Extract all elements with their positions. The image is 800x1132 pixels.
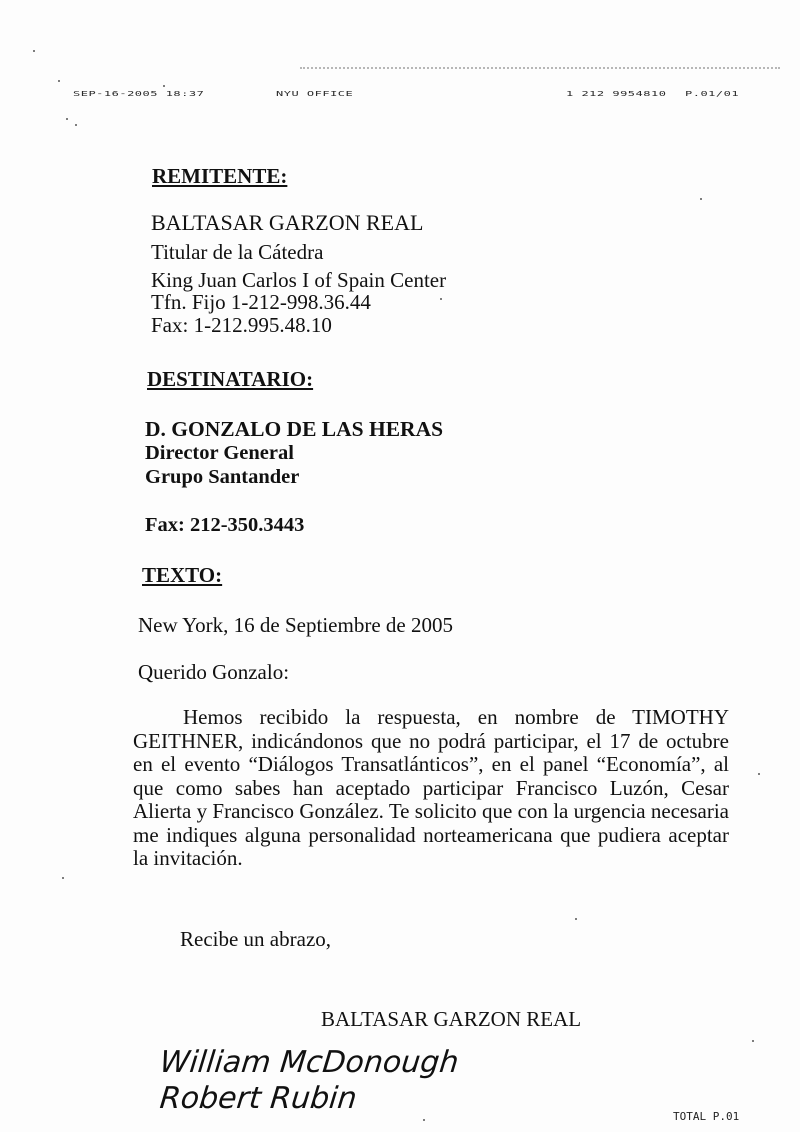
recipient-heading: DESTINATARIO: — [147, 367, 314, 391]
sender-organization: King Juan Carlos I of Spain Center — [151, 268, 447, 292]
signature-name: BALTASAR GARZON REAL — [321, 1007, 582, 1031]
scan-speck — [423, 1119, 425, 1121]
fax-header-rule — [300, 67, 780, 71]
sender-heading: REMITENTE: — [152, 164, 288, 188]
scan-speck — [62, 877, 64, 879]
sender-fax: Fax: 1-212.995.48.10 — [151, 313, 332, 337]
sender-name: BALTASAR GARZON REAL — [151, 210, 424, 235]
fax-office: NYU OFFICE — [276, 90, 354, 98]
recipient-name: D. GONZALO DE LAS HERAS — [145, 417, 444, 441]
closing: Recibe un abrazo, — [180, 927, 332, 951]
scan-speck — [58, 80, 60, 82]
recipient-organization: Grupo Santander — [145, 466, 300, 488]
fax-date-time: SEP-16-2005 18:37 — [73, 90, 205, 98]
recipient-fax: Fax: 212-350.3443 — [145, 514, 305, 536]
scan-speck — [758, 773, 760, 775]
handwritten-note-2: Robert Rubin — [158, 1081, 359, 1116]
total-pages: TOTAL P.01 — [673, 1110, 740, 1123]
letter-body-text: Hemos recibido la respuesta, en nombre de TIMOTHY GEITHNER, indicándonos que no podrá participar, el 17 de octubre en el evento “Diálogos Transatlánticos”, en el panel “Economía”, al que como sabes han aceptado participar Francisco Luzón, Cesar Alierta y Francisco González. Te solicito que con la urgencia necesaria me indiques alguna personalidad norteamericana que pudiera aceptar la invitación. — [133, 705, 729, 870]
recipient-title: Director General — [145, 442, 294, 464]
scan-speck — [163, 85, 165, 87]
sender-title: Titular de la Cátedra — [151, 240, 324, 264]
handwritten-note-1: William McDonough — [158, 1045, 461, 1080]
scan-speck — [75, 124, 77, 126]
scan-speck — [33, 50, 35, 52]
salutation: Querido Gonzalo: — [138, 660, 290, 684]
letter-body — [133, 706, 729, 871]
text-heading: TEXTO: — [142, 563, 223, 587]
fax-phone: 1 212 9954810 — [566, 90, 667, 98]
scan-speck — [66, 118, 68, 120]
scan-speck — [440, 298, 442, 300]
fax-page-count: P.01/01 — [685, 90, 740, 98]
scan-speck — [575, 918, 577, 920]
scan-speck — [700, 198, 702, 200]
sender-phone: Tfn. Fijo 1-212-998.36.44 — [151, 290, 371, 314]
scan-speck — [752, 1040, 754, 1042]
date-line: New York, 16 de Septiembre de 2005 — [138, 613, 453, 637]
